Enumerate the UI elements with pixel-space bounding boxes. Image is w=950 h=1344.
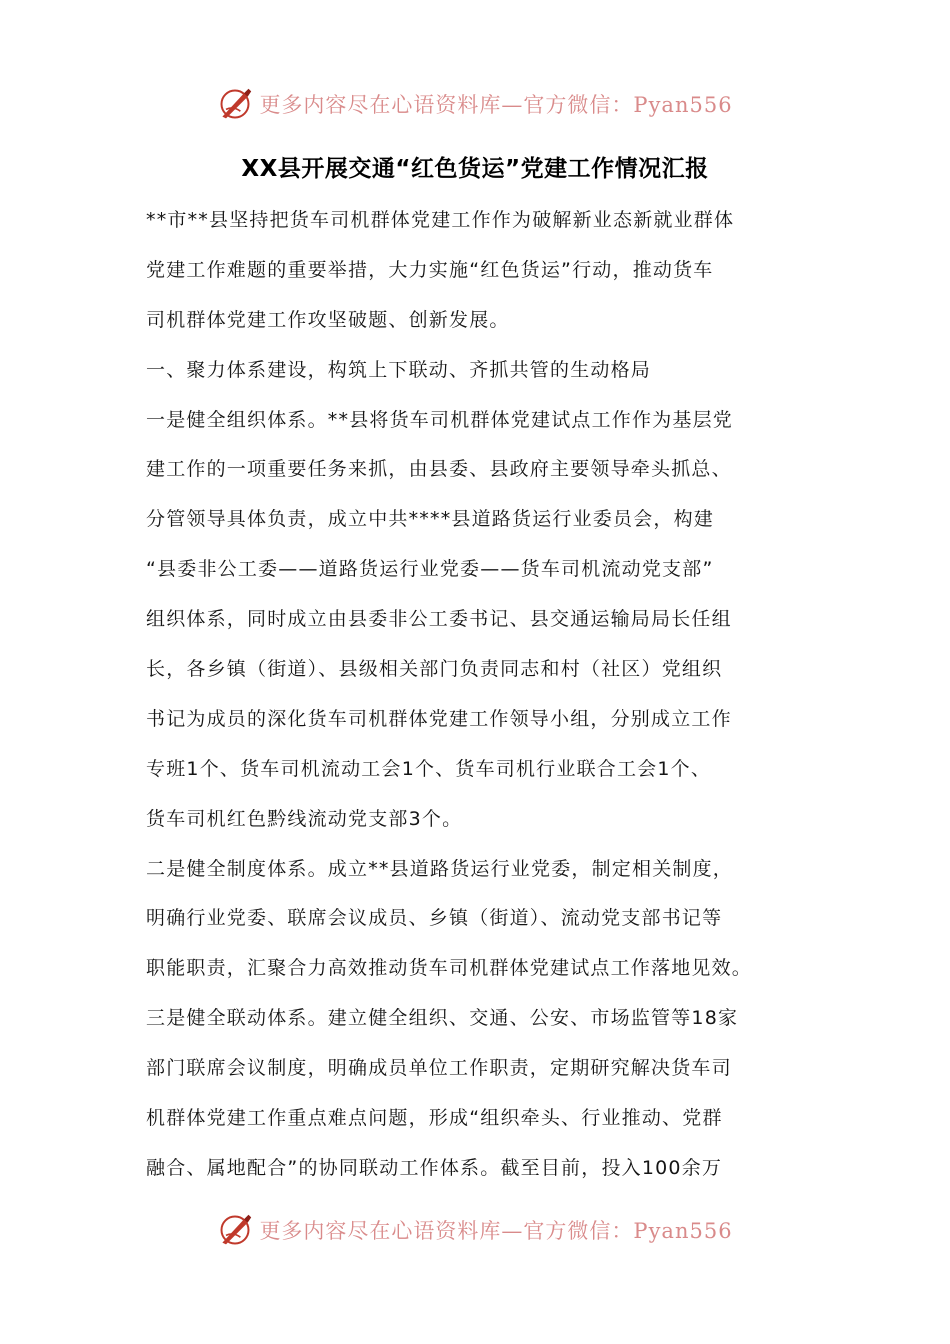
text-line: 部门联席会议制度，明确成员单位工作职责，定期研究解决货车司	[146, 1057, 732, 1080]
text-line: 书记为成员的深化货车司机群体党建工作领导小组，分别成立工作	[146, 707, 732, 730]
text-line: 融合、属地配合”的协同联动工作体系。截至目前，投入100余万	[146, 1156, 723, 1179]
pen-logo-icon	[217, 86, 253, 122]
text-line: 三是健全联动体系。建立健全组织、交通、公安、市场监管等18家	[146, 1007, 739, 1030]
text-line: 组织体系，同时成立由县委非公工委书记、县交通运输局局长任组	[146, 608, 732, 631]
text-line: 司机群体党建工作攻坚破题、创新发展。	[146, 308, 510, 331]
text-line: 党建工作难题的重要举措，大力实施“红色货运”行动，推动货车	[146, 258, 714, 281]
text-line: 明确行业党委、联席会议成员、乡镇（街道）、流动党支部书记等	[146, 907, 723, 930]
document-body	[146, 196, 810, 1194]
text-line: 货车司机红色黔线流动党支部3个。	[146, 807, 463, 830]
pen-logo-icon	[217, 1212, 253, 1248]
text-line: 二是健全制度体系。成立**县道路货运行业党委，制定相关制度，	[146, 857, 734, 880]
document-title: XX县开展交通“红色货运”党建工作情况汇报	[241, 156, 709, 182]
text-line: 职能职责，汇聚合力高效推动货车司机群体党建试点工作落地见效。	[146, 957, 753, 980]
section-heading: 一、聚力体系建设，构筑上下联动、齐抓共管的生动格局	[146, 358, 652, 381]
text-line: **市**县坚持把货车司机群体党建工作作为破解新业态新就业群体	[146, 209, 735, 231]
text-line: 建工作的一项重要任务来抓，由县委、县政府主要领导牵头抓总、	[146, 458, 732, 481]
text-line: 专班1个、货车司机流动工会1个、货车司机行业联合工会1个、	[146, 757, 712, 780]
watermark-text: 更多内容尽在心语资料库—官方微信：Pyan556	[259, 93, 733, 117]
text-line: 分管领导具体负责，成立中共****县道路货运行业委员会，构建	[146, 508, 715, 531]
watermark-text: 更多内容尽在心语资料库—官方微信：Pyan556	[259, 1219, 733, 1243]
text-line: “县委非公工委——道路货运行业党委——货车司机流动党支部”	[146, 558, 714, 581]
text-line: 机群体党建工作重点难点问题，形成“组织牵头、行业推动、党群	[146, 1107, 723, 1130]
text-line: 一是健全组织体系。**县将货车司机群体党建试点工作作为基层党	[146, 408, 734, 431]
text-line: 长，各乡镇（街道）、县级相关部门负责同志和村（社区）党组织	[146, 658, 723, 681]
watermark-header	[0, 82, 950, 126]
watermark-footer	[0, 1208, 950, 1252]
